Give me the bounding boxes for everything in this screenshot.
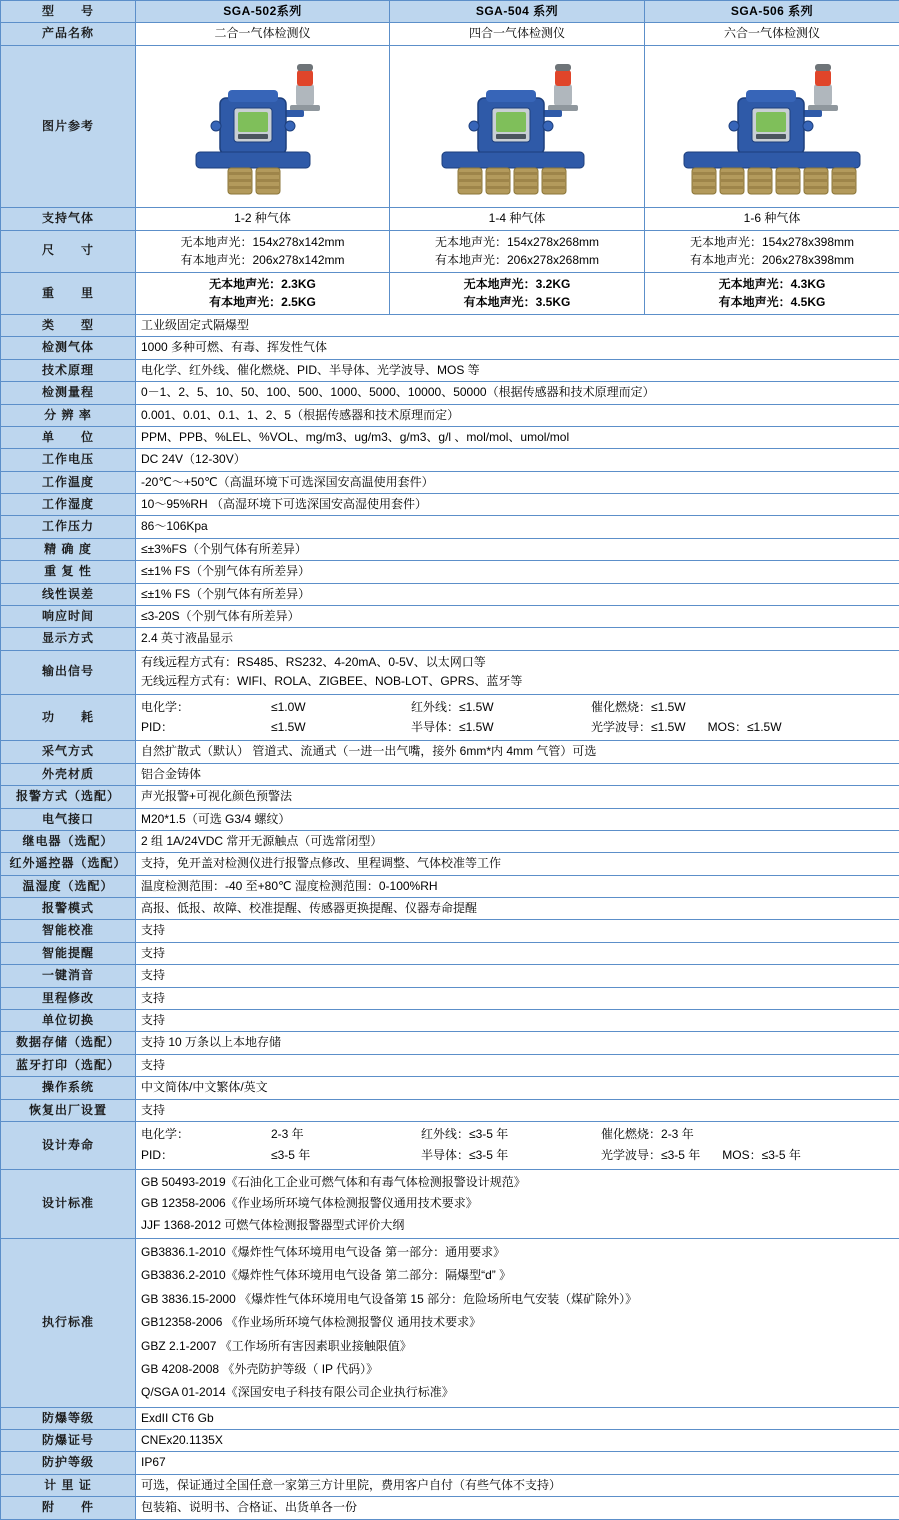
model-header-2: SGA-504 系列 bbox=[390, 1, 645, 23]
power-item-2-value: ≤1.5W bbox=[651, 700, 686, 714]
value-output-signal bbox=[136, 650, 899, 694]
table-row-ex-cert bbox=[1, 1430, 899, 1452]
table-row-data-storage-opt bbox=[1, 1032, 899, 1054]
row-label-remote-opt: 红外遥控器（选配） bbox=[1, 853, 136, 875]
power-item-1 bbox=[411, 699, 591, 716]
table-row-alarm-modes bbox=[1, 898, 899, 920]
value-type: 工业级固定式隔爆型 bbox=[136, 314, 899, 336]
row-label-accuracy: 精 确 度 bbox=[1, 538, 136, 560]
table-row-smart-cal bbox=[1, 920, 899, 942]
table-row-factory-reset bbox=[1, 1099, 899, 1121]
row-label-range: 检测量程 bbox=[1, 382, 136, 404]
value-remote-opt: 支持，免开盖对检测仪进行报警点修改、里程调整、气体校准等工作 bbox=[136, 853, 899, 875]
product-name-2: 四合一气体检测仪 bbox=[390, 23, 645, 45]
value-work-pressure: 86～106Kpa bbox=[136, 516, 899, 538]
row-label-size: 尺 寸 bbox=[1, 230, 136, 272]
weight-3 bbox=[645, 272, 899, 314]
gas-detector-illustration-6port bbox=[654, 48, 890, 200]
value-shell: 铝合金铸体 bbox=[136, 763, 899, 785]
life-item-6-key: 光学波导： bbox=[601, 1148, 661, 1162]
design-standard-item: GB 50493-2019《石油化工企业可燃气体和有毒气体检测报警设计规范》 bbox=[141, 1172, 894, 1193]
design-standard-item: JJF 1368-2012 可燃气体检测报警器型式评价大纲 bbox=[141, 1215, 894, 1236]
power-item-0-key: 电化学： bbox=[141, 699, 271, 716]
size-2-sound: 有本地声光：206x278x268mm bbox=[395, 251, 639, 270]
table-row-output-signal bbox=[1, 650, 899, 694]
table-row-size bbox=[1, 230, 899, 272]
weight-3-no-sound: 无本地声光：4.3KG bbox=[650, 275, 894, 294]
support-gas-2: 1-4 种气体 bbox=[390, 208, 645, 230]
size-3 bbox=[645, 230, 899, 272]
weight-2-no-sound: 无本地声光：3.2KG bbox=[395, 275, 639, 294]
row-label-work-pressure: 工作压力 bbox=[1, 516, 136, 538]
power-item-6-key: 光学波导： bbox=[591, 720, 651, 734]
life-item-1-value: ≤3-5 年 bbox=[469, 1127, 508, 1141]
row-label-bluetooth-print-opt: 蓝牙打印（选配） bbox=[1, 1054, 136, 1076]
row-label-design-standard: 设计标准 bbox=[1, 1169, 136, 1238]
table-row-support-gas bbox=[1, 208, 899, 230]
table-row-alarm-mode-opt bbox=[1, 786, 899, 808]
life-item-0-key: 电化学： bbox=[141, 1126, 271, 1143]
table-row-execute-standard bbox=[1, 1238, 899, 1407]
value-one-key-mute: 支持 bbox=[136, 965, 899, 987]
value-unit-switch: 支持 bbox=[136, 1010, 899, 1032]
power-item-5 bbox=[411, 719, 591, 736]
row-label-linear-error: 线性误差 bbox=[1, 583, 136, 605]
row-label-temp-humi-opt: 温湿度（选配） bbox=[1, 875, 136, 897]
power-item-4-value: ≤1.5W bbox=[271, 719, 411, 736]
value-design-standard bbox=[136, 1169, 899, 1238]
row-label-resolution: 分 辨 率 bbox=[1, 404, 136, 426]
row-label-one-key-mute: 一键消音 bbox=[1, 965, 136, 987]
value-sampling: 自然扩散式（默认） 管道式、流通式（一进一出气嘴，接外 6mm*内 4mm 气管）可选 bbox=[136, 741, 899, 763]
value-ex-cert: CNEx20.1135X bbox=[136, 1430, 899, 1452]
value-linear-error: ≤±1% FS（个别气体有所差异） bbox=[136, 583, 899, 605]
row-label-weight: 重 里 bbox=[1, 272, 136, 314]
value-detect-gas: 1000 多种可燃、有毒、挥发性气体 bbox=[136, 337, 899, 359]
weight-2 bbox=[390, 272, 645, 314]
table-row-os bbox=[1, 1077, 899, 1099]
execute-standard-item: GB12358-2006 《作业场所环境气体检测报警仪 通用技术要求》 bbox=[141, 1311, 894, 1334]
table-row-work-humidity bbox=[1, 494, 899, 516]
weight-1 bbox=[136, 272, 390, 314]
power-grid bbox=[141, 697, 894, 739]
life-item-1 bbox=[421, 1126, 601, 1143]
size-3-no-sound: 无本地声光：154x278x398mm bbox=[650, 233, 894, 252]
table-row-detect-gas bbox=[1, 337, 899, 359]
design-life-grid bbox=[141, 1124, 894, 1167]
life-item-5 bbox=[421, 1147, 601, 1164]
value-display: 2.4 英寸液晶显示 bbox=[136, 628, 899, 650]
life-item-1-key: 红外线： bbox=[421, 1127, 469, 1141]
row-label-voltage: 工作电压 bbox=[1, 449, 136, 471]
table-row-voltage bbox=[1, 449, 899, 471]
table-row-unit bbox=[1, 426, 899, 448]
model-header-1: SGA-502系列 bbox=[136, 1, 390, 23]
value-ip-grade: IP67 bbox=[136, 1452, 899, 1474]
row-label-ex-cert: 防爆证号 bbox=[1, 1430, 136, 1452]
power-item-6 bbox=[591, 719, 894, 736]
execute-standard-item: Q/SGA 01-2014《深国安电子科技有限公司企业执行标准》 bbox=[141, 1381, 894, 1404]
row-label-output-signal: 输出信号 bbox=[1, 650, 136, 694]
weight-1-no-sound: 无本地声光：2.3KG bbox=[141, 275, 384, 294]
row-label-display: 显示方式 bbox=[1, 628, 136, 650]
power-item-5-value: ≤1.5W bbox=[459, 720, 494, 734]
life-item-5-value: ≤3-5 年 bbox=[469, 1148, 508, 1162]
value-accuracy: ≤±3%FS（个别气体有所差异） bbox=[136, 538, 899, 560]
row-label-sampling: 采气方式 bbox=[1, 741, 136, 763]
value-data-storage-opt: 支持 10 万条以上本地存储 bbox=[136, 1032, 899, 1054]
row-label-unit-switch: 单位切换 bbox=[1, 1010, 136, 1032]
value-response-time: ≤3-20S（个别气体有所差异） bbox=[136, 606, 899, 628]
size-1-no-sound: 无本地声光：154x278x142mm bbox=[141, 233, 384, 252]
life-item-6-value: ≤3-5 年 bbox=[661, 1148, 700, 1162]
design-standard-item: GB 12358-2006《作业场所环境气体检测报警仪通用技术要求》 bbox=[141, 1193, 894, 1214]
table-row-work-temp bbox=[1, 471, 899, 493]
value-repeat: ≤±1% FS（个别气体有所差异） bbox=[136, 561, 899, 583]
table-row-range-modify bbox=[1, 987, 899, 1009]
row-label-electrical-interface: 电气接口 bbox=[1, 808, 136, 830]
life-item-7-value: ≤3-5 年 bbox=[762, 1148, 801, 1162]
row-label-os: 操作系统 bbox=[1, 1077, 136, 1099]
table-row-tech-principle bbox=[1, 359, 899, 381]
life-item-2 bbox=[601, 1126, 894, 1143]
model-header-3: SGA-506 系列 bbox=[645, 1, 899, 23]
row-label-smart-remind: 智能提醒 bbox=[1, 942, 136, 964]
life-item-6 bbox=[601, 1147, 894, 1164]
value-alarm-modes: 高报、低报、故障、校准提醒、传感器更换提醒、仪器寿命提醒 bbox=[136, 898, 899, 920]
execute-standard-item: GB 4208-2008 《外壳防护等级（ IP 代码）》 bbox=[141, 1358, 894, 1381]
weight-3-sound: 有本地声光：4.5KG bbox=[650, 293, 894, 312]
table-row-design-life bbox=[1, 1122, 899, 1170]
table-row-repeat bbox=[1, 561, 899, 583]
product-name-1: 二合一气体检测仪 bbox=[136, 23, 390, 45]
table-row-sampling bbox=[1, 741, 899, 763]
row-label-type: 类 型 bbox=[1, 314, 136, 336]
value-execute-standard bbox=[136, 1238, 899, 1407]
row-label-smart-cal: 智能校准 bbox=[1, 920, 136, 942]
life-item-0-value: 2-3 年 bbox=[271, 1126, 421, 1143]
table-row-electrical-interface bbox=[1, 808, 899, 830]
row-label-unit: 单 位 bbox=[1, 426, 136, 448]
size-1 bbox=[136, 230, 390, 272]
value-factory-reset: 支持 bbox=[136, 1099, 899, 1121]
table-row-product-name bbox=[1, 23, 899, 45]
row-label-alarm-mode-opt: 报警方式（选配） bbox=[1, 786, 136, 808]
size-1-sound: 有本地声光：206x278x142mm bbox=[141, 251, 384, 270]
value-smart-remind: 支持 bbox=[136, 942, 899, 964]
power-item-2-key: 催化燃烧： bbox=[591, 700, 651, 714]
power-item-1-key: 红外线： bbox=[411, 700, 459, 714]
row-label-metering-cert: 计 里 证 bbox=[1, 1474, 136, 1496]
value-range-modify: 支持 bbox=[136, 987, 899, 1009]
size-2-no-sound: 无本地声光：154x278x268mm bbox=[395, 233, 639, 252]
table-row-temp-humi-opt bbox=[1, 875, 899, 897]
execute-standard-item: GBZ 2.1-2007 《工作场所有害因素职业接触限值》 bbox=[141, 1335, 894, 1358]
gas-detector-illustration-2port bbox=[168, 48, 358, 200]
row-label-design-life: 设计寿命 bbox=[1, 1122, 136, 1170]
row-label-support-gas: 支持气体 bbox=[1, 208, 136, 230]
table-row-relay-opt bbox=[1, 830, 899, 852]
value-resolution: 0.001、0.01、0.1、1、2、5（根据传感器和技术原理而定） bbox=[136, 404, 899, 426]
value-range: 0－1、2、5、10、50、100、500、1000、5000、10000、50000（根据传感器和技术原理而定） bbox=[136, 382, 899, 404]
row-label-product-name: 产品名称 bbox=[1, 23, 136, 45]
row-label-ex-grade: 防爆等级 bbox=[1, 1407, 136, 1429]
power-item-5-key: 半导体： bbox=[411, 720, 459, 734]
table-row-display bbox=[1, 628, 899, 650]
weight-1-sound: 有本地声光：2.5KG bbox=[141, 293, 384, 312]
power-item-7-key: MOS： bbox=[708, 720, 747, 734]
power-item-1-value: ≤1.5W bbox=[459, 700, 494, 714]
table-row-resolution bbox=[1, 404, 899, 426]
value-metering-cert: 可选，保证通过全国任意一家第三方计里院，费用客户自付（有些气体不支持） bbox=[136, 1474, 899, 1496]
table-row-accessories bbox=[1, 1497, 899, 1519]
device-image-2 bbox=[390, 45, 645, 207]
row-label-data-storage-opt: 数据存储（选配） bbox=[1, 1032, 136, 1054]
row-label-execute-standard: 执行标准 bbox=[1, 1238, 136, 1407]
value-work-temp: -20℃～+50℃（高温环境下可选深国安高温使用套件） bbox=[136, 471, 899, 493]
execute-standard-item: GB3836.2-2010《爆炸性气体环境用电气设备 第二部分：隔爆型“d” 》 bbox=[141, 1264, 894, 1287]
value-design-life bbox=[136, 1122, 899, 1170]
row-label-ip-grade: 防护等级 bbox=[1, 1452, 136, 1474]
weight-2-sound: 有本地声光：3.5KG bbox=[395, 293, 639, 312]
table-row-range bbox=[1, 382, 899, 404]
life-item-5-key: 半导体： bbox=[421, 1148, 469, 1162]
output-wireless: 无线远程方式有：WIFI、ROLA、ZIGBEE、NOB-LOT、GPRS、蓝牙等 bbox=[141, 672, 894, 691]
row-label-alarm-modes: 报警模式 bbox=[1, 898, 136, 920]
value-unit: PPM、PPB、%LEL、%VOL、mg/m3、ug/m3、g/m3、g/l 、mol/mol、umol/mol bbox=[136, 426, 899, 448]
table-row-unit-switch bbox=[1, 1010, 899, 1032]
table-row-accuracy bbox=[1, 538, 899, 560]
table-row-power bbox=[1, 694, 899, 741]
life-item-4-value: ≤3-5 年 bbox=[271, 1147, 421, 1164]
value-power bbox=[136, 694, 899, 741]
value-os: 中文简体/中文繁体/英文 bbox=[136, 1077, 899, 1099]
device-image-3 bbox=[645, 45, 899, 207]
table-row-image bbox=[1, 45, 899, 207]
table-row-response-time bbox=[1, 606, 899, 628]
row-label-repeat: 重 复 性 bbox=[1, 561, 136, 583]
table-row-remote-opt bbox=[1, 853, 899, 875]
row-label-range-modify: 里程修改 bbox=[1, 987, 136, 1009]
table-row-ex-grade bbox=[1, 1407, 899, 1429]
row-label-image-ref: 图片参考 bbox=[1, 45, 136, 207]
life-item-7-key: MOS： bbox=[722, 1148, 761, 1162]
power-item-2 bbox=[591, 699, 894, 716]
row-label-accessories: 附 件 bbox=[1, 1497, 136, 1519]
life-item-4-key: PID： bbox=[141, 1147, 271, 1164]
execute-standard-item: GB 3836.15-2000 《爆炸性气体环境用电气设备第 15 部分：危险场所电气安装（煤矿除外）》 bbox=[141, 1288, 894, 1311]
value-smart-cal: 支持 bbox=[136, 920, 899, 942]
power-item-7-value: ≤1.5W bbox=[747, 720, 782, 734]
value-accessories: 包装箱、说明书、合格证、出货单各一份 bbox=[136, 1497, 899, 1519]
power-item-4-key: PID： bbox=[141, 719, 271, 736]
table-row-one-key-mute bbox=[1, 965, 899, 987]
row-label-detect-gas: 检测气体 bbox=[1, 337, 136, 359]
value-electrical-interface: M20*1.5（可选 G3/4 螺纹） bbox=[136, 808, 899, 830]
row-label-tech-principle: 技术原理 bbox=[1, 359, 136, 381]
table-row-metering-cert bbox=[1, 1474, 899, 1496]
size-2 bbox=[390, 230, 645, 272]
support-gas-1: 1-2 种气体 bbox=[136, 208, 390, 230]
value-bluetooth-print-opt: 支持 bbox=[136, 1054, 899, 1076]
row-label-relay-opt: 继电器（选配） bbox=[1, 830, 136, 852]
value-temp-humi-opt: 温度检测范围：-40 至+80℃ 湿度检测范围：0-100%RH bbox=[136, 875, 899, 897]
table-row-linear-error bbox=[1, 583, 899, 605]
gas-detector-illustration-4port bbox=[412, 48, 622, 200]
power-item-0-value: ≤1.0W bbox=[271, 699, 411, 716]
value-relay-opt: 2 组 1A/24VDC 常开无源触点（可选常闭型） bbox=[136, 830, 899, 852]
table-row-model bbox=[1, 1, 899, 23]
value-alarm-mode-opt: 声光报警+可视化颜色预警法 bbox=[136, 786, 899, 808]
value-voltage: DC 24V（12-30V） bbox=[136, 449, 899, 471]
row-label-work-temp: 工作温度 bbox=[1, 471, 136, 493]
output-wired: 有线远程方式有：RS485、RS232、4-20mA、0-5V、以太网口等 bbox=[141, 653, 894, 672]
row-label-work-humidity: 工作湿度 bbox=[1, 494, 136, 516]
row-label-factory-reset: 恢复出厂设置 bbox=[1, 1099, 136, 1121]
table-row-ip-grade bbox=[1, 1452, 899, 1474]
device-image-1 bbox=[136, 45, 390, 207]
value-work-humidity: 10～95%RH （高湿环境下可选深国安高湿使用套件） bbox=[136, 494, 899, 516]
row-label-power: 功 耗 bbox=[1, 694, 136, 741]
table-row-work-pressure bbox=[1, 516, 899, 538]
row-label-model: 型 号 bbox=[1, 1, 136, 23]
support-gas-3: 1-6 种气体 bbox=[645, 208, 899, 230]
life-item-2-key: 催化燃烧： bbox=[601, 1127, 661, 1141]
table-row-smart-remind bbox=[1, 942, 899, 964]
product-name-3: 六合一气体检测仪 bbox=[645, 23, 899, 45]
life-item-2-value: 2-3 年 bbox=[661, 1127, 694, 1141]
row-label-shell: 外壳材质 bbox=[1, 763, 136, 785]
size-3-sound: 有本地声光：206x278x398mm bbox=[650, 251, 894, 270]
table-row-type bbox=[1, 314, 899, 336]
table-row-shell bbox=[1, 763, 899, 785]
value-tech-principle: 电化学、红外线、催化燃烧、PID、半导体、光学波导、MOS 等 bbox=[136, 359, 899, 381]
execute-standard-item: GB3836.1-2010《爆炸性气体环境用电气设备 第一部分：通用要求》 bbox=[141, 1241, 894, 1264]
table-row-weight bbox=[1, 272, 899, 314]
table-row-bluetooth-print-opt bbox=[1, 1054, 899, 1076]
value-ex-grade: ExdII CT6 Gb bbox=[136, 1407, 899, 1429]
table-row-design-standard bbox=[1, 1169, 899, 1238]
row-label-response-time: 响应时间 bbox=[1, 606, 136, 628]
power-item-6-value: ≤1.5W bbox=[651, 720, 686, 734]
